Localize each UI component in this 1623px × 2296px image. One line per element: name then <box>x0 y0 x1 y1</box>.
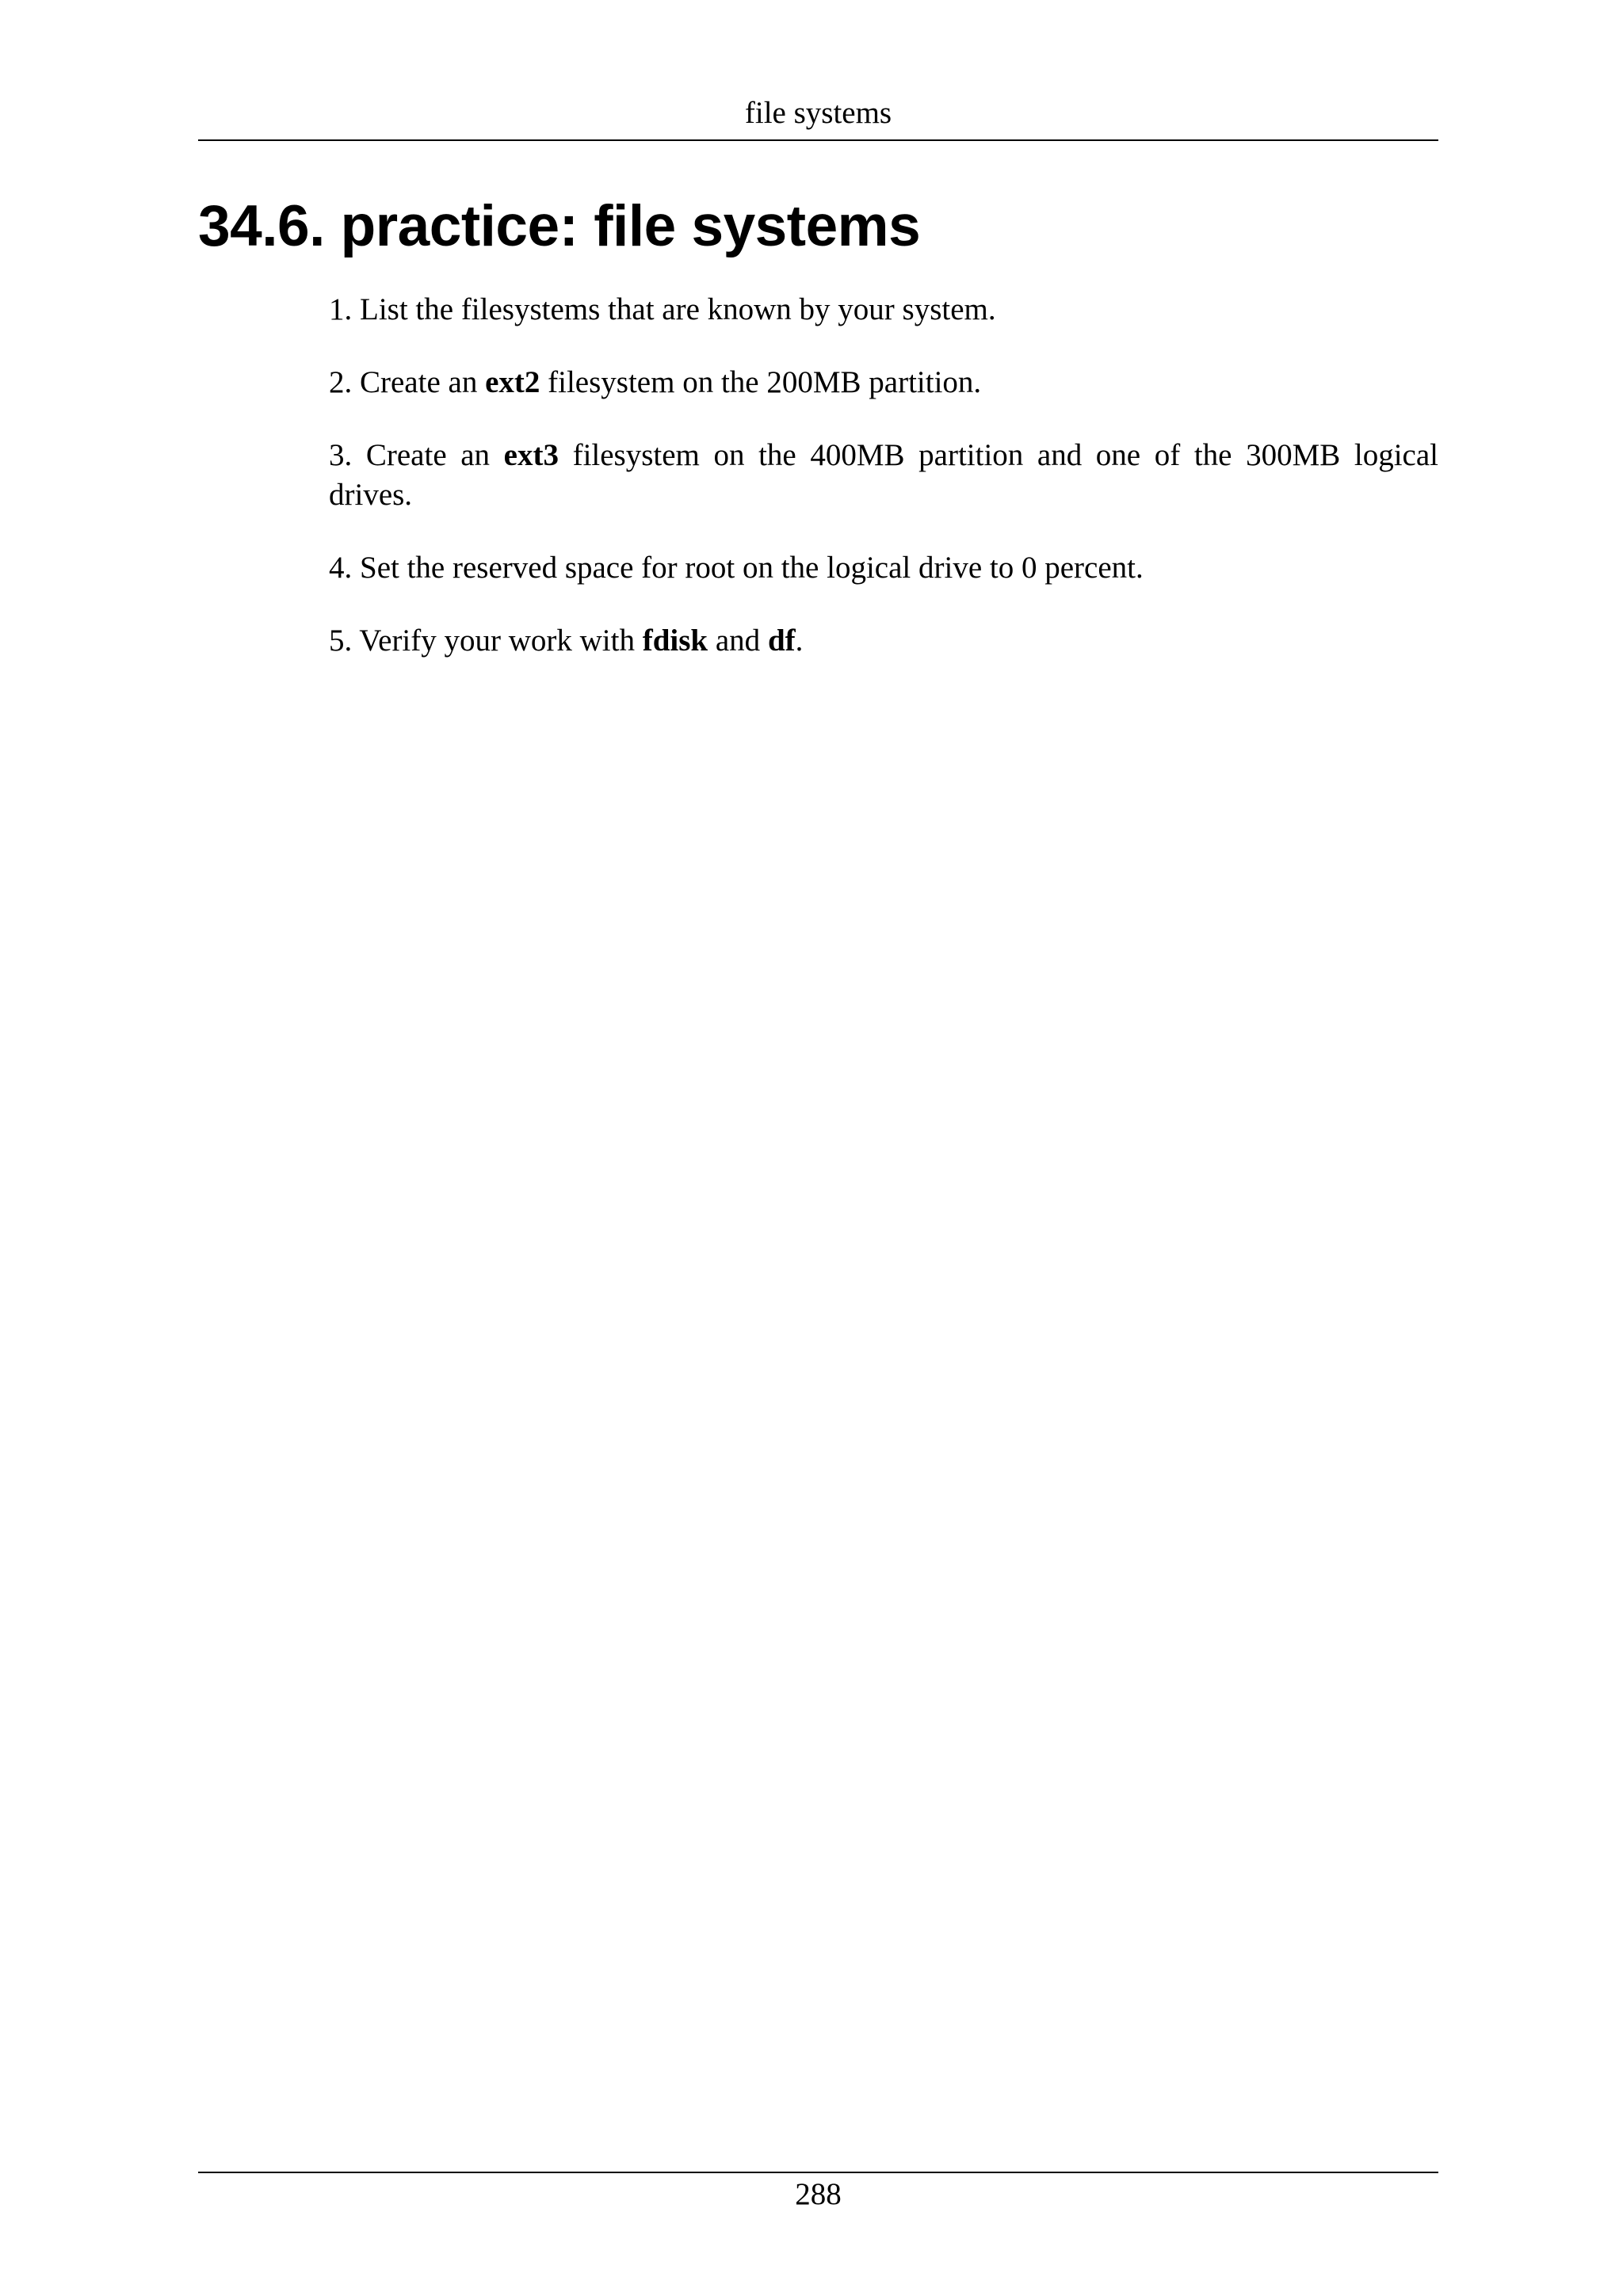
exercise-text: filesystem on the 400MB partition and one of the 300MB logical drives. <box>329 438 1438 512</box>
exercise-item <box>329 436 1438 515</box>
exercise-number: 4. <box>329 551 353 585</box>
exercise-text: Set the reserved space for root on the logical drive to 0 percent. <box>352 551 1144 585</box>
exercise-item <box>329 621 1438 661</box>
command-name: ext2 <box>485 365 540 399</box>
page-header <box>198 93 1438 141</box>
command-name: df <box>767 624 796 658</box>
exercise-number: 3. <box>329 438 353 472</box>
exercise-text: filesystem on the 200MB partition. <box>540 365 982 399</box>
command-name: fdisk <box>642 624 708 658</box>
exercise-item <box>329 548 1438 588</box>
exercise-text: Create an <box>352 365 486 399</box>
exercise-text: . <box>795 624 804 658</box>
exercise-text: Create an <box>352 438 504 472</box>
exercise-text: Verify your work with <box>352 624 643 658</box>
exercise-number: 1. <box>329 292 353 326</box>
command-name: ext3 <box>503 438 559 472</box>
exercise-item <box>329 290 1438 330</box>
exercise-number: 2. <box>329 365 353 399</box>
exercise-text: and <box>708 624 768 658</box>
section-title: 34.6. practice: file systems <box>198 194 921 258</box>
page-number: 288 <box>795 2177 842 2211</box>
exercise-item <box>329 363 1438 402</box>
exercise-text: List the filesystems that are known by your system. <box>352 292 996 326</box>
running-title: file systems <box>744 96 892 130</box>
page-footer <box>198 2172 1438 2214</box>
exercise-list <box>329 290 1438 694</box>
exercise-number: 5. <box>329 624 353 658</box>
